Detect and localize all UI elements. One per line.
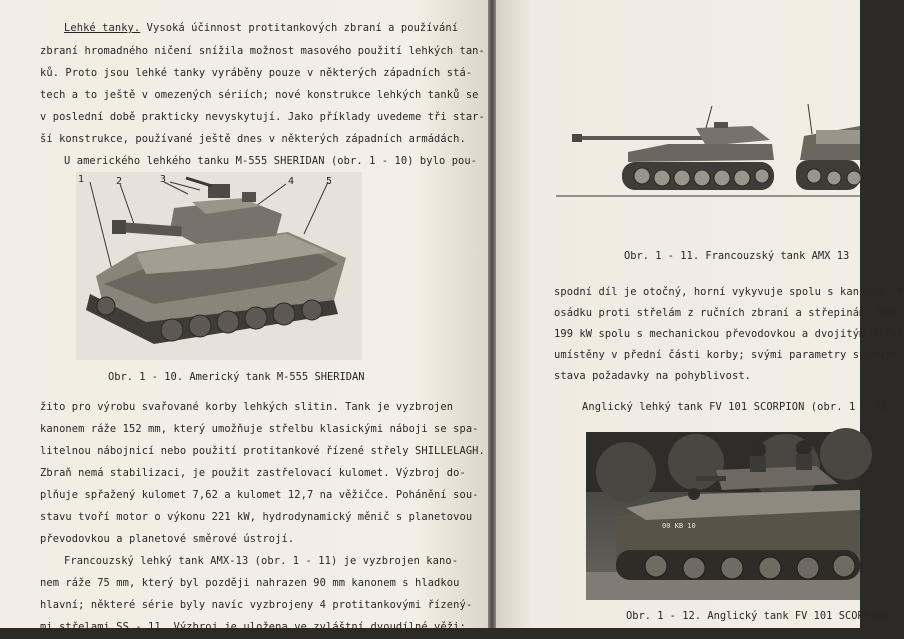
right-paragraph-line-5: stava požadavky na pohyblivost. <box>554 370 752 382</box>
right-paragraph-line-4: umístěny v přední části korby; svými parametry splňuje <box>554 349 898 361</box>
figure-1-11-caption: Obr. 1 - 11. Francouzský tank AMX 13 <box>624 250 850 262</box>
paragraph-2-line-6: stavu tvoří motor o výkonu 221 kW, hydrodynamický měnič s planetovou <box>40 511 473 523</box>
figure-1-12-caption: Obr. 1 - 12. Anglický tank FV 101 SCORPION <box>626 610 889 622</box>
sheridan-tank-figure <box>76 172 362 360</box>
right-paragraph-line-2: osádku proti střelám z ručních zbraní a střepinám. Mot <box>554 307 898 319</box>
figure-1-10-caption: Obr. 1 - 10. Americký tank M-555 SHERIDAN <box>108 371 365 383</box>
paragraph-1-line-1: Lehké tanky. Vysoká účinnost protitankových zbraní a používání <box>64 22 459 34</box>
paragraph-3-line-4: mi střelami SS - 11. Výzbroj je uložena ve zvláštní dvoudílné věži; <box>40 621 466 633</box>
paragraph-1-line-7: U amerického lehkého tanku M-555 SHERIDAN (obr. 1 - 10) bylo pou- <box>64 155 478 167</box>
paragraph-3-line-1: Francouzský lehký tank AMX-13 (obr. 1 - 11) je vyzbrojen kano- <box>64 555 459 567</box>
vehicle-number-plate: 00 KB 10 <box>662 522 696 530</box>
paragraph-1-line-6: ší konstrukce, používané ještě dnes v některých západních armádách. <box>40 133 466 145</box>
scorpion-tank-photo <box>586 432 860 600</box>
figure-label-2: 2 <box>116 176 123 187</box>
paragraph-3-line-3: hlavní; některé série byly navíc vyzbrojeny 4 protitankovými řízený- <box>40 599 473 611</box>
figure-label-5: 5 <box>326 176 333 187</box>
amx13-tank-profile <box>556 100 860 204</box>
paragraph-2-line-4: Zbraň nemá stabilizaci, je použit zastřelovací kulomet. Výzbroj do- <box>40 467 466 479</box>
paragraph-2-line-1: žito pro výrobu svařované korby lehkých slitin. Tank je vyzbrojen <box>40 401 454 413</box>
figure-label-1: 1 <box>78 174 85 185</box>
paragraph-2-line-7: převodovkou a planetové směrové ústrojí. <box>40 533 295 545</box>
right-paragraph-line-1: spodní díl je otočný, horní vykyvuje spolu s kanonem. P <box>554 286 904 298</box>
paragraph-3-line-2: nem ráže 75 mm, který byl později nahrazen 90 mm kanonem s hladkou <box>40 577 460 589</box>
figure-label-4: 4 <box>288 176 295 187</box>
paragraph-1-line-4: tech a to ještě v omezených sériích; nové konstrukce lehkých tanků se <box>40 89 479 101</box>
section-heading-light-tanks: Lehké tanky. <box>64 22 141 34</box>
right-paragraph-line-3: 199 kW spolu s mechanickou převodovkou a dvojitým difer <box>554 328 904 340</box>
book-gutter <box>488 0 496 628</box>
paragraph-2-line-3: litelnou nábojnicí nebo použití protitankové řízené střely SHILLELAGH. <box>40 445 485 457</box>
paragraph-1-line-5: v poslední době prakticky nevyskytují. Jako příklady uvedeme tři star- <box>40 111 485 123</box>
right-page <box>496 0 904 628</box>
paragraph-2-line-5: plňuje spřažený kulomet 7,62 a kulomet 12,7 na věžičce. Pohánění sou- <box>40 489 479 501</box>
paragraph-1-line-2: zbraní hromadného ničení snížila možnost masového použití lehkých tan- <box>40 45 485 57</box>
paragraph-1-line-3: ků. Proto jsou lehké tanky vyráběny pouze v některých západních stá- <box>40 67 473 79</box>
paragraph-2-line-2: kanonem ráže 152 mm, který umožňuje střelbu klasickými náboji se spa- <box>40 423 479 435</box>
figure-label-3: 3 <box>160 174 167 185</box>
scorpion-subheading: Anglický lehký tank FV 101 SCORPION (obr. 1 - 12) <box>582 401 894 413</box>
